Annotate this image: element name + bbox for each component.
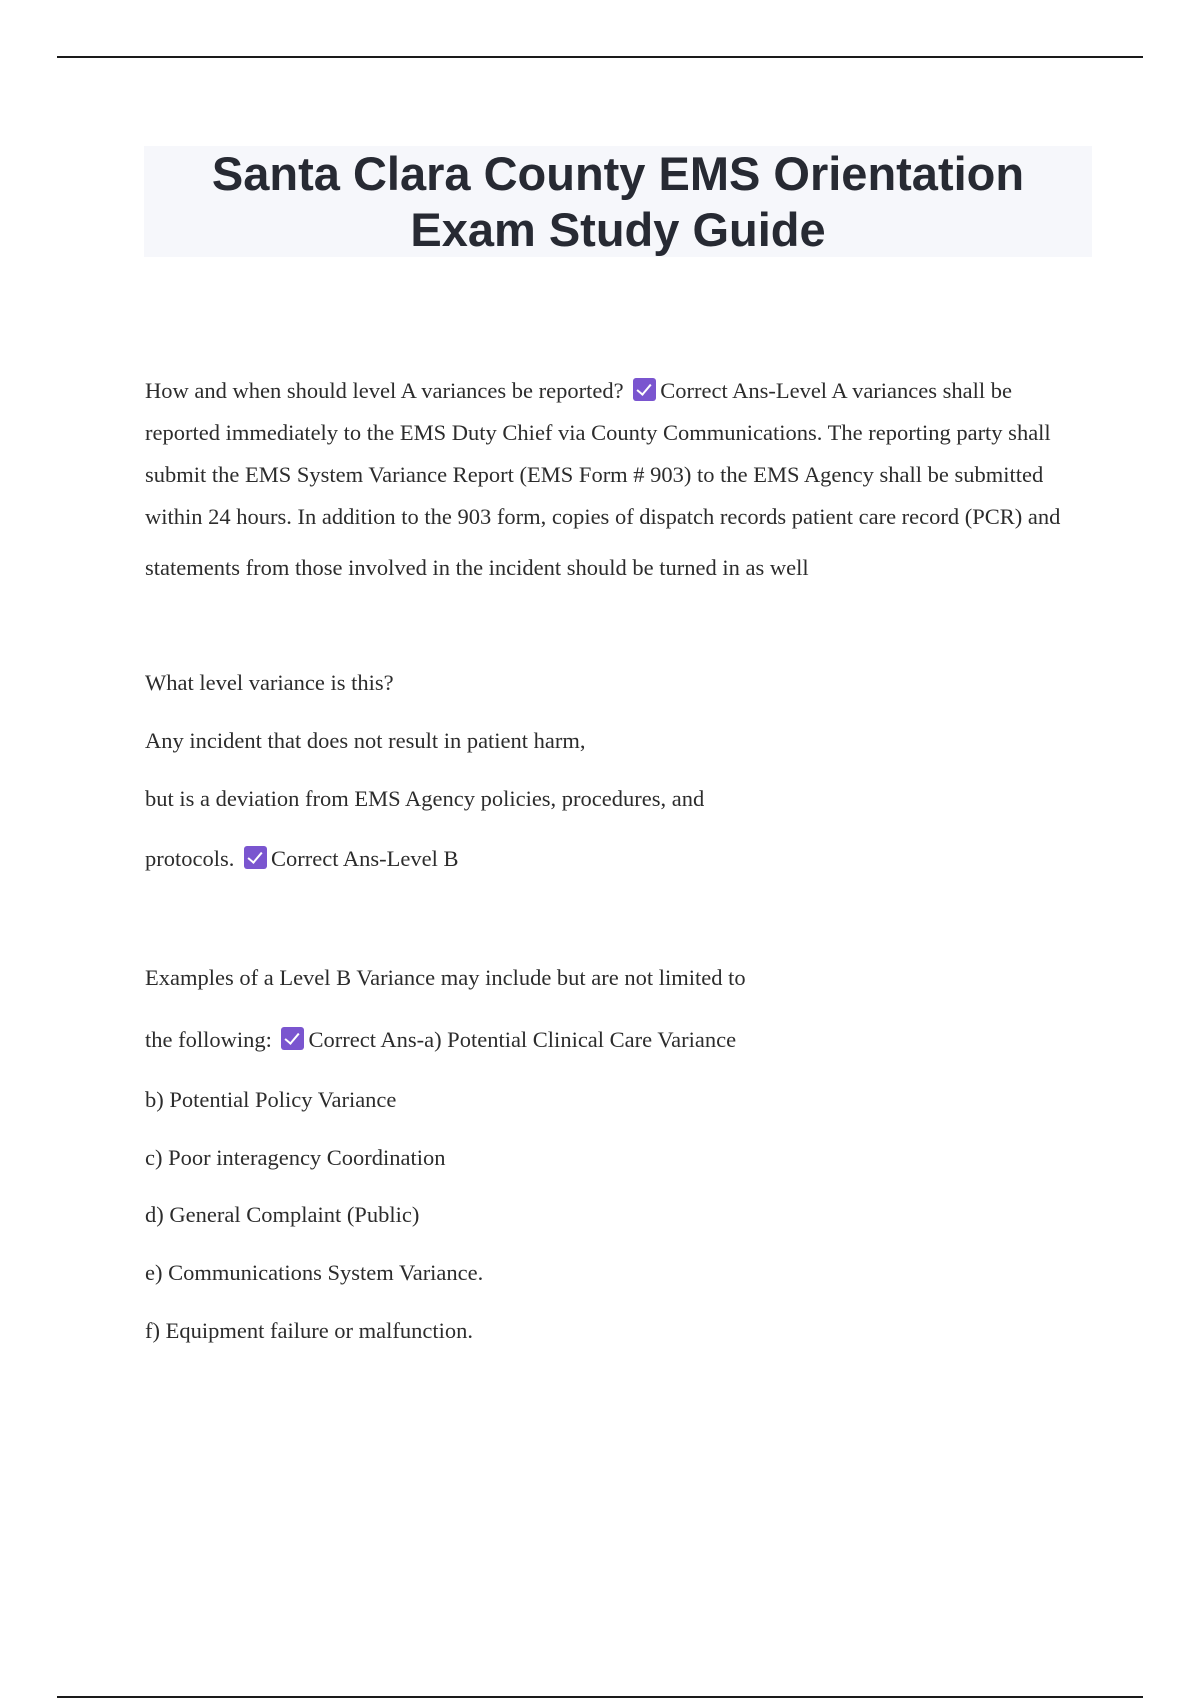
- q2-line-1: Any incident that does not result in patient harm,: [145, 728, 586, 753]
- checkbox-checked-icon: [244, 846, 267, 869]
- list-item: d) General Complaint (Public): [145, 1202, 420, 1227]
- list-item: e) Communications System Variance.: [145, 1260, 484, 1285]
- title-banner: [144, 146, 1092, 257]
- q3-line-2-prefix: the following:: [145, 1027, 272, 1052]
- title-line-1: Santa Clara County EMS Orientation: [211, 146, 1025, 200]
- document-body: [145, 370, 1090, 1345]
- q2-line-2: but is a deviation from EMS Agency policies, procedures, and: [145, 786, 705, 811]
- q1-answer: Correct Ans-Level A variances shall be reported immediately to the EMS Duty Chief via County Communications. The reporting party shall submit the EMS System Variance Report (EMS Form # 903) to the EMS Agency shall be submitted within 24 hours. In addition to the 903 form, copies of dispatch records patient care record (PCR) and: [145, 378, 1061, 529]
- q1-question: How and when should level A variances be reported?: [145, 378, 624, 403]
- q3-line-2: [145, 1026, 1090, 1054]
- q3-question: Examples of a Level B Variance may include but are not limited to: [145, 965, 746, 990]
- top-rule: [57, 56, 1143, 58]
- q2-answer: Correct Ans-Level B: [271, 846, 459, 871]
- list-item: f) Equipment failure or malfunction.: [145, 1318, 474, 1343]
- checkbox-checked-icon: [633, 378, 656, 401]
- q3-answer: Correct Ans-a) Potential Clinical Care Variance: [308, 1027, 737, 1052]
- q1-answer-continued: statements from those involved in the incident should be turned in as well: [145, 555, 809, 580]
- document-title: [212, 146, 1024, 258]
- list-item: c) Poor interagency Coordination: [145, 1145, 446, 1170]
- bottom-rule: [57, 1696, 1143, 1698]
- q2-question: What level variance is this?: [145, 670, 394, 695]
- title-line-2: Exam Study Guide: [410, 202, 826, 256]
- q2-line-3-prefix: protocols.: [145, 846, 235, 871]
- checkbox-checked-icon: [281, 1027, 304, 1050]
- list-item: b) Potential Policy Variance: [145, 1087, 397, 1112]
- q1-paragraph: [145, 370, 1090, 538]
- q2-line-3: [145, 845, 1090, 873]
